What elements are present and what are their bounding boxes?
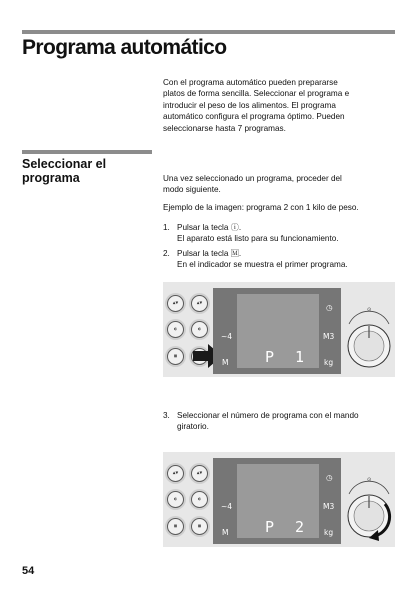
panel-round-button: ◐ bbox=[167, 321, 184, 338]
step-text bbox=[177, 410, 407, 433]
panel-display bbox=[213, 458, 341, 544]
example-text: Ejemplo de la imagen: programa 2 con 1 kilo de peso. bbox=[163, 203, 359, 212]
intro-line: Con el programa automático pueden prepararse bbox=[163, 78, 338, 87]
step-number: 3. bbox=[163, 411, 170, 420]
panel-round-button: ▲▼ bbox=[167, 295, 184, 312]
panel-round-button: ◐ bbox=[191, 491, 208, 508]
page-number: 54 bbox=[22, 565, 35, 577]
intro-line: platos de forma sencilla. Seleccionar el programa e bbox=[163, 89, 350, 99]
panel-round-button: ▦ bbox=[191, 518, 208, 535]
panel-round-button: ▲▼ bbox=[191, 295, 208, 312]
section-intro bbox=[163, 173, 403, 196]
panel-round-button: ▲▼ bbox=[167, 465, 184, 482]
panel-round-button: ▦ bbox=[167, 348, 184, 365]
step-text bbox=[177, 222, 407, 245]
panel-key-label: M3 bbox=[323, 502, 335, 511]
panel-round-button: ▲▼ bbox=[191, 465, 208, 482]
step-line: Pulsar la tecla ⓘ. bbox=[177, 223, 242, 232]
step-line: En el indicador se muestra el primer programa. bbox=[177, 260, 348, 270]
section-intro-line: Una vez seleccionado un programa, proceder del bbox=[163, 174, 342, 183]
intro-line: automático configura el programa óptimo. Pueden bbox=[163, 112, 345, 122]
step-line: giratorio. bbox=[177, 422, 209, 432]
step-line: Pulsar la tecla 🄼. bbox=[177, 249, 242, 258]
control-panel-illustration-1 bbox=[163, 282, 395, 377]
svg-text:⊙: ⊙ bbox=[367, 307, 372, 313]
panel-key-label: M bbox=[222, 528, 229, 537]
clock-icon: ◷ bbox=[326, 303, 333, 312]
step-line: El aparato está listo para su funcionamiento. bbox=[177, 234, 339, 244]
step-number: 1. bbox=[163, 223, 170, 232]
panel-display bbox=[213, 288, 341, 374]
panel-key-label: kg bbox=[324, 528, 334, 537]
intro-paragraph bbox=[163, 77, 403, 134]
panel-key-label: kg bbox=[324, 358, 334, 367]
rotary-dial-icon bbox=[345, 472, 393, 544]
intro-line: introducir el peso de los alimentos. El programa bbox=[163, 100, 336, 110]
panel-round-button: ▦ bbox=[167, 518, 184, 535]
panel-key-label: ~4 bbox=[221, 332, 233, 341]
panel-key-label: M bbox=[222, 358, 229, 367]
panel-key-label: M3 bbox=[323, 332, 335, 341]
panel-round-button: ◐ bbox=[191, 321, 208, 338]
intro-line: seleccionarse hasta 7 programas. bbox=[163, 123, 286, 133]
control-panel-illustration-2 bbox=[163, 452, 395, 547]
panel-key-label: ~4 bbox=[221, 502, 233, 511]
section-intro-line: modo siguiente. bbox=[163, 185, 221, 195]
rotary-dial-icon bbox=[345, 302, 393, 372]
section-rule bbox=[22, 150, 152, 154]
display-readout: P 2 bbox=[265, 518, 311, 536]
display-readout: P 1 bbox=[265, 348, 311, 366]
step-line: Seleccionar el número de programa con el mando bbox=[177, 411, 359, 420]
panel-round-button: ◐ bbox=[167, 491, 184, 508]
section-title: Seleccionar el programa bbox=[22, 157, 107, 185]
svg-text:⊙: ⊙ bbox=[367, 477, 372, 483]
page-title: Programa automático bbox=[22, 36, 227, 59]
step-text bbox=[177, 248, 407, 271]
clock-icon: ◷ bbox=[326, 473, 333, 482]
title-rule bbox=[22, 30, 395, 34]
step-number: 2. bbox=[163, 249, 170, 258]
